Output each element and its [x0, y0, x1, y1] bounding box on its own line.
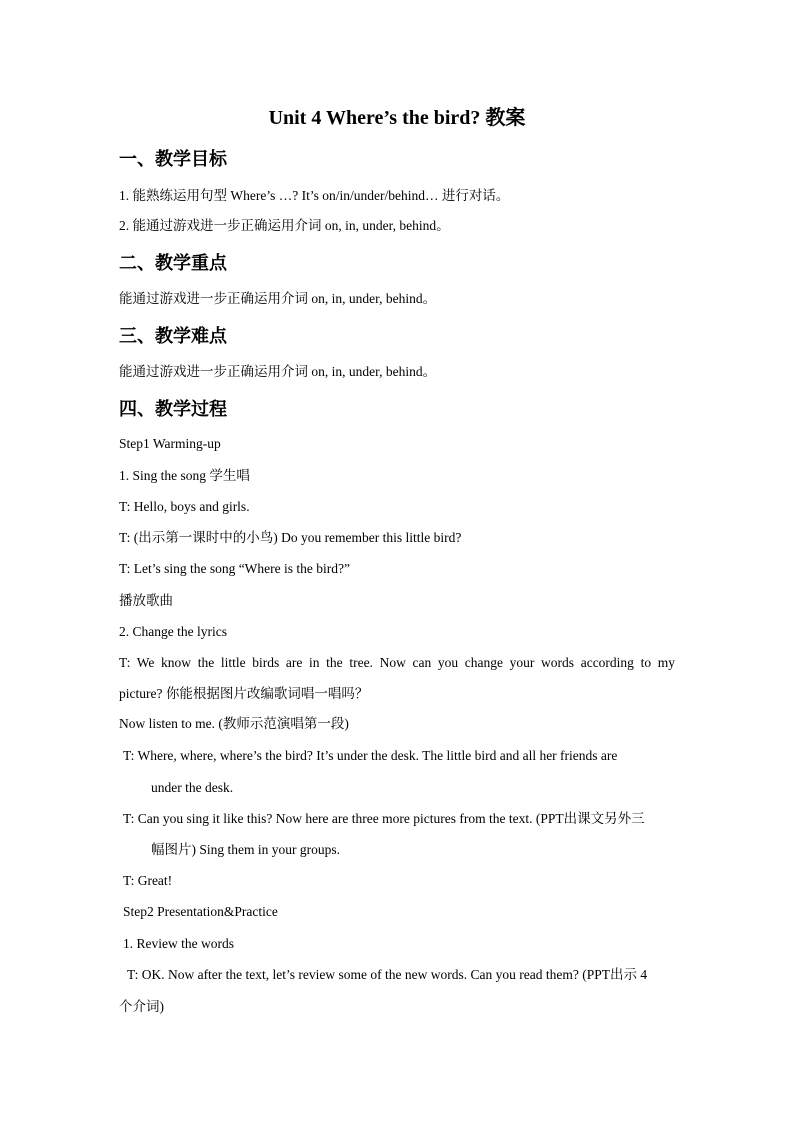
text-line: 幅图片) Sing them in your groups. — [151, 842, 340, 857]
text-line: 1. Review the words — [123, 936, 234, 951]
text-line: 2. 能通过游戏进一步正确运用介词 on, in, under, behind。 — [119, 218, 450, 233]
text-line: T: Hello, boys and girls. — [119, 499, 250, 514]
text-line: 能通过游戏进一步正确运用介词 on, in, under, behind。 — [119, 291, 437, 306]
text-line: 1. 能熟练运用句型 Where’s …? It’s on/in/under/behind… 进行对话。 — [119, 188, 510, 203]
section-heading-objectives: 一、教学目标 — [119, 149, 227, 169]
text-line: 能通过游戏进一步正确运用介词 on, in, under, behind。 — [119, 364, 437, 379]
text-line: T: (出示第一课时中的小鸟) Do you remember this little bird? — [119, 530, 462, 545]
text-line: 2. Change the lyrics — [119, 624, 227, 639]
text-line: under the desk. — [151, 780, 234, 795]
section-heading-key-points: 二、教学重点 — [119, 253, 227, 273]
text-line: 个介词) — [119, 999, 164, 1014]
text-line: T: Can you sing it like this? Now here are three more pictures from the text. (PPT出课文另外三 — [123, 811, 645, 826]
text-line: T: Where, where, where’s the bird? It’s under the desk. The little bird and all her friends are — [123, 748, 618, 763]
text-line: Step2 Presentation&Practice — [123, 904, 278, 919]
text-line: T: Let’s sing the song “Where is the bird?” — [119, 561, 351, 576]
text-line: 1. Sing the song 学生唱 — [119, 468, 250, 483]
text-line: Now listen to me. (教师示范演唱第一段) — [119, 716, 349, 731]
section-heading-difficulties: 三、教学难点 — [119, 326, 227, 346]
document-title: Unit 4 Where’s the bird? 教案 — [268, 107, 526, 129]
section-heading-process: 四、教学过程 — [119, 399, 227, 419]
text-line: T: OK. Now after the text, let’s review some of the new words. Can you read them? (PPT出示 4 — [127, 967, 648, 982]
text-line: 播放歌曲 — [119, 593, 173, 608]
text-line: T: Great! — [123, 873, 173, 888]
text-line: Step1 Warming-up — [119, 436, 221, 451]
text-line: T: We know the little birds are in the tree. Now can you change your words according to my — [119, 655, 675, 670]
text-line: picture? 你能根据图片改编歌词唱一唱吗？ — [119, 686, 369, 701]
